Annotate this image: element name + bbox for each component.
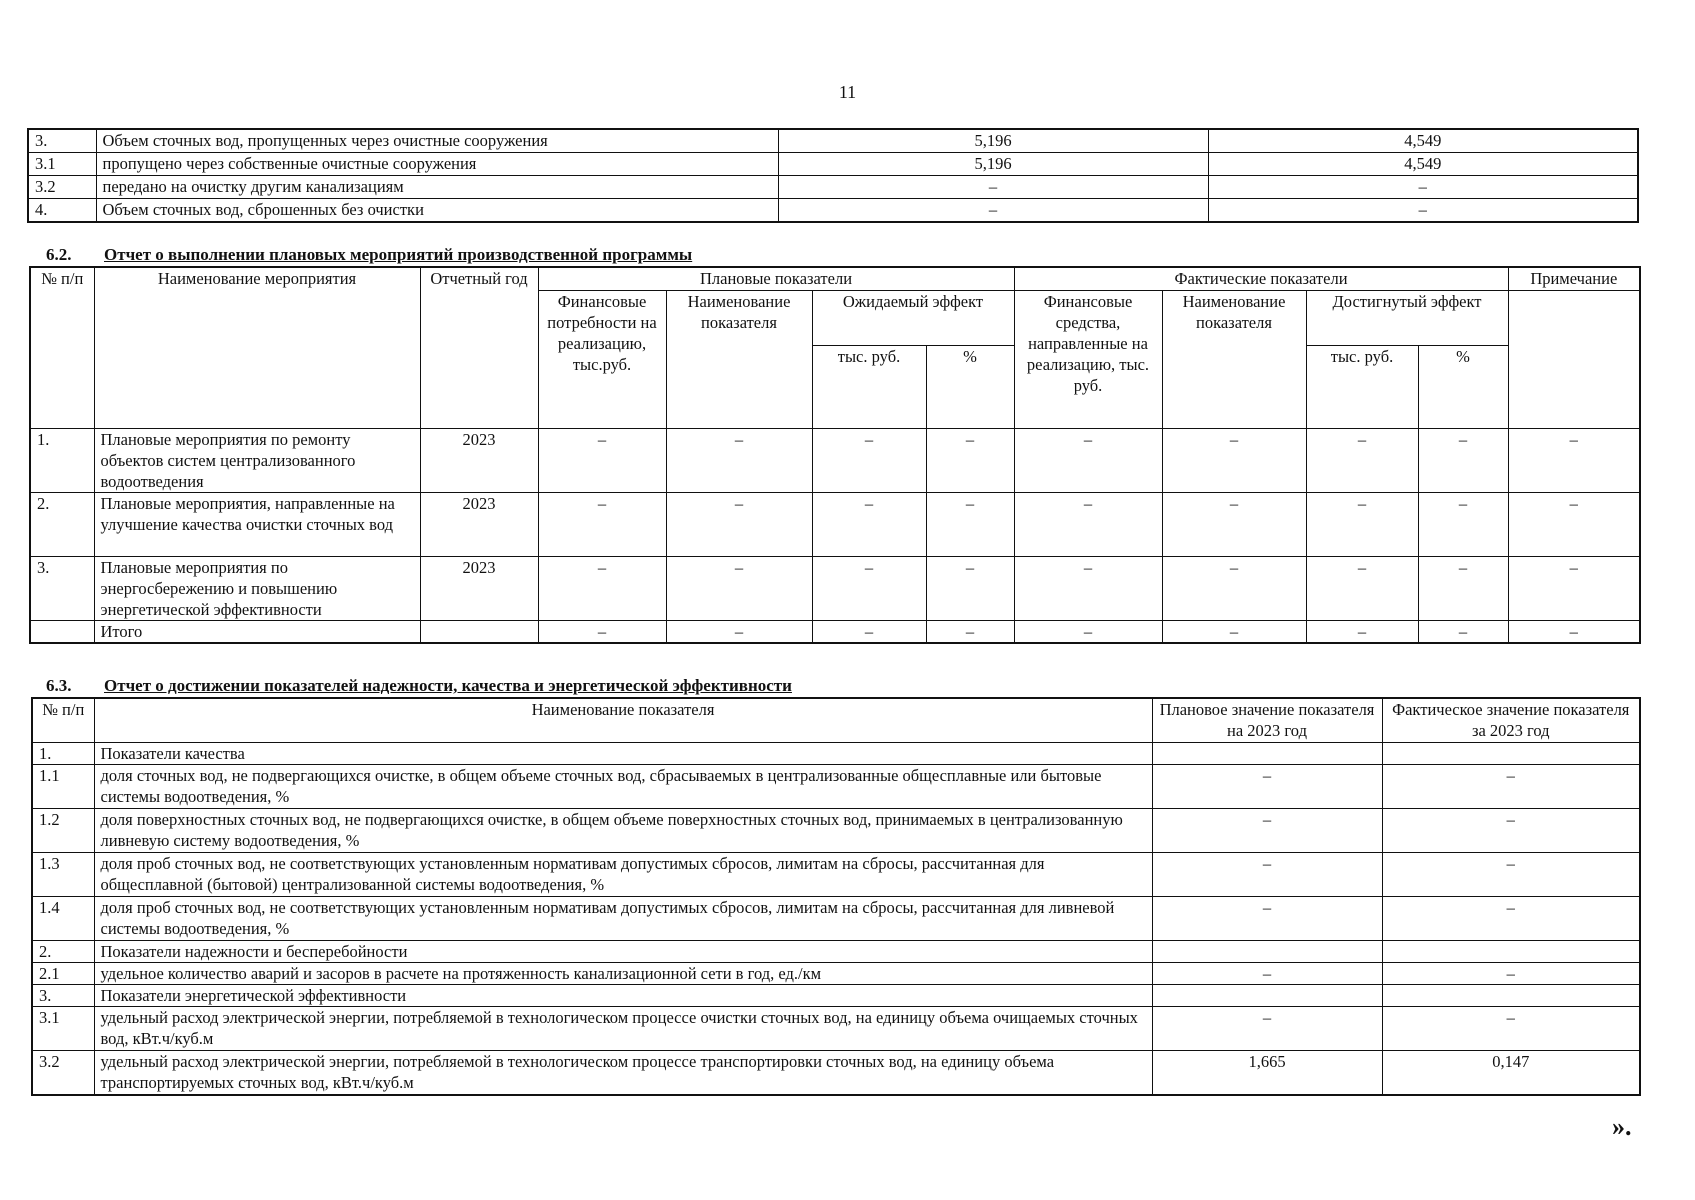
row-number: 2. <box>32 941 94 963</box>
row-value-fact: – <box>1208 176 1638 199</box>
row-name: удельное количество аварий и засоров в расчете на протяженность канализационной сети в год, ед./км <box>94 963 1152 985</box>
row-number: 3. <box>32 985 94 1007</box>
row-cell: – <box>1014 429 1162 493</box>
row-number: 1.4 <box>32 897 94 941</box>
row-cell: – <box>926 493 1014 557</box>
col-plan-rub: тыс. руб. <box>812 346 926 429</box>
row-name: Показатели надежности и бесперебойности <box>94 941 1152 963</box>
col-plan-value: Плановое значение показателя на 2023 год <box>1152 698 1382 743</box>
col-fact-effect: Достигнутый эффект <box>1306 291 1508 346</box>
row-number: 1.1 <box>32 765 94 809</box>
row-value-plan: 5,196 <box>778 129 1208 153</box>
table-row <box>30 429 1640 493</box>
col-fact-value: Фактическое значение показателя за 2023 год <box>1382 698 1640 743</box>
row-value-fact: 4,549 <box>1208 153 1638 176</box>
table-row <box>28 199 1638 223</box>
col-plan-indicator: Наименование показателя <box>666 291 812 429</box>
row-cell: – <box>666 493 812 557</box>
row-cell: – <box>926 621 1014 644</box>
row-name: Показатели качества <box>94 743 1152 765</box>
row-name: пропущено через собственные очистные сооружения <box>96 153 778 176</box>
row-cell: – <box>1508 557 1640 621</box>
indicators-rows <box>32 743 1640 1096</box>
row-cell: – <box>812 429 926 493</box>
table-row <box>30 557 1640 621</box>
row-cell: – <box>926 557 1014 621</box>
row-number: 3.1 <box>32 1007 94 1051</box>
row-value-plan: 5,196 <box>778 153 1208 176</box>
planned-measures-header <box>30 267 1640 429</box>
row-name: доля сточных вод, не подвергающихся очистке, в общем объеме сточных вод, сбрасываемых в централизованные общесплавные или бытовые системы водоотведения, % <box>94 765 1152 809</box>
row-value-plan: – <box>778 199 1208 223</box>
row-cell: – <box>538 557 666 621</box>
col-note-empty <box>1508 291 1640 429</box>
row-number <box>30 621 94 644</box>
indicators-table <box>31 697 1641 1096</box>
row-cell: – <box>538 493 666 557</box>
row-name: удельный расход электрической энергии, потребляемой в технологическом процессе транспортировки сточных вод, на единицу объема транспортируемых сточных вод, кВт.ч/куб.м <box>94 1051 1152 1096</box>
row-plan: – <box>1152 853 1382 897</box>
col-year: Отчетный год <box>420 267 538 429</box>
table-row <box>28 129 1638 153</box>
table-row <box>32 941 1640 963</box>
row-fact: – <box>1382 897 1640 941</box>
row-number: 3. <box>28 129 96 153</box>
row-cell: – <box>812 493 926 557</box>
row-name: доля поверхностных сточных вод, не подвергающихся очистке, в общем объеме поверхностных сточных вод, принимаемых в централизованную ливневую систему водоотведения, % <box>94 809 1152 853</box>
table-row <box>30 493 1640 557</box>
row-cell: – <box>1418 429 1508 493</box>
row-cell: – <box>1014 493 1162 557</box>
row-fact: – <box>1382 853 1640 897</box>
row-name: Объем сточных вод, пропущенных через очистные сооружения <box>96 129 778 153</box>
row-fact <box>1382 941 1640 963</box>
table-row <box>32 963 1640 985</box>
table-row <box>32 765 1640 809</box>
indicators-header <box>32 698 1640 743</box>
row-cell: – <box>666 557 812 621</box>
table-row <box>32 985 1640 1007</box>
table-row <box>32 809 1640 853</box>
row-fact: – <box>1382 1007 1640 1051</box>
row-name: Плановые мероприятия, направленные на улучшение качества очистки сточных вод <box>94 493 420 557</box>
row-name: Объем сточных вод, сброшенных без очистки <box>96 199 778 223</box>
row-plan <box>1152 941 1382 963</box>
table-row <box>28 153 1638 176</box>
row-number: 3. <box>30 557 94 621</box>
row-value-fact: – <box>1208 199 1638 223</box>
row-name: доля проб сточных вод, не соответствующих установленным нормативам допустимых сбросов, лимитам на сбросы, рассчитанная для ливневой системы водоотведения, % <box>94 897 1152 941</box>
row-cell: – <box>1306 493 1418 557</box>
row-name: Плановые мероприятия по энергосбережению и повышению энергетической эффективности <box>94 557 420 621</box>
row-cell: – <box>1162 621 1306 644</box>
row-cell: – <box>538 429 666 493</box>
row-number: 3.2 <box>32 1051 94 1096</box>
row-year: 2023 <box>420 429 538 493</box>
row-cell: – <box>1508 493 1640 557</box>
col-num: № п/п <box>32 698 94 743</box>
col-plan: Плановые показатели <box>538 267 1014 291</box>
row-number: 2.1 <box>32 963 94 985</box>
row-cell: – <box>1306 557 1418 621</box>
row-value-fact: 4,549 <box>1208 129 1638 153</box>
planned-measures-table <box>29 266 1641 644</box>
section-number: 6.2. <box>46 245 72 264</box>
row-fact <box>1382 743 1640 765</box>
row-number: 3.2 <box>28 176 96 199</box>
row-cell: – <box>812 621 926 644</box>
col-plan-pct: % <box>926 346 1014 429</box>
row-fact: – <box>1382 963 1640 985</box>
row-plan <box>1152 985 1382 1007</box>
row-cell: – <box>1418 621 1508 644</box>
col-name: Наименование показателя <box>94 698 1152 743</box>
row-cell: – <box>812 557 926 621</box>
row-fact <box>1382 985 1640 1007</box>
row-cell: – <box>538 621 666 644</box>
table-row <box>32 853 1640 897</box>
row-number: 1. <box>30 429 94 493</box>
row-cell: – <box>1418 557 1508 621</box>
col-fact-pct: % <box>1418 346 1508 429</box>
row-plan: 1,665 <box>1152 1051 1382 1096</box>
table-row <box>32 1051 1640 1096</box>
total-row <box>30 621 1640 644</box>
page-number: 11 <box>838 82 857 102</box>
col-fact-rub: тыс. руб. <box>1306 346 1418 429</box>
row-cell: – <box>666 621 812 644</box>
row-plan <box>1152 743 1382 765</box>
row-name: доля проб сточных вод, не соответствующих установленным нормативам допустимых сбросов, лимитам на сбросы, рассчитанная для общесплавной (бытовой) централизованной системы водоотведения, % <box>94 853 1152 897</box>
row-plan: – <box>1152 963 1382 985</box>
section-6-2-title <box>28 245 692 265</box>
section-6-3-title <box>28 676 792 696</box>
row-cell: – <box>1508 621 1640 644</box>
closing-quote-mark: ». <box>1612 1112 1632 1141</box>
row-cell: – <box>1508 429 1640 493</box>
row-plan: – <box>1152 809 1382 853</box>
row-cell: – <box>1306 429 1418 493</box>
col-plan-financial: Финансовые потребности на реализацию, тыс.руб. <box>538 291 666 429</box>
table-row <box>32 1007 1640 1051</box>
row-cell: – <box>1162 493 1306 557</box>
row-name: удельный расход электрической энергии, потребляемой в технологическом процессе очистки сточных вод, на единицу объема очищаемых сточных вод, кВт.ч/куб.м <box>94 1007 1152 1051</box>
row-number: 1. <box>32 743 94 765</box>
col-plan-effect: Ожидаемый эффект <box>812 291 1014 346</box>
row-name: Показатели энергетической эффективности <box>94 985 1152 1007</box>
row-cell: – <box>666 429 812 493</box>
row-fact: – <box>1382 765 1640 809</box>
row-number: 4. <box>28 199 96 223</box>
col-fact-financial: Финансовые средства, направленные на реализацию, тыс. руб. <box>1014 291 1162 429</box>
section-title-text: Отчет о достижении показателей надежности, качества и энергетической эффективности <box>104 676 792 695</box>
table-row <box>32 897 1640 941</box>
row-fact: 0,147 <box>1382 1051 1640 1096</box>
row-name: Плановые мероприятия по ремонту объектов систем централизованного водоотведения <box>94 429 420 493</box>
row-cell: – <box>1418 493 1508 557</box>
row-cell: – <box>1014 557 1162 621</box>
row-fact: – <box>1382 809 1640 853</box>
wastewater-volume-table <box>27 128 1639 223</box>
row-number: 1.3 <box>32 853 94 897</box>
row-plan: – <box>1152 1007 1382 1051</box>
section-title-text: Отчет о выполнении плановых мероприятий производственной программы <box>104 245 693 264</box>
row-number: 1.2 <box>32 809 94 853</box>
row-cell: – <box>1306 621 1418 644</box>
col-note: Примечание <box>1508 267 1640 291</box>
row-plan: – <box>1152 765 1382 809</box>
row-name: Итого <box>94 621 420 644</box>
planned-measures-rows <box>30 429 1640 644</box>
header-row <box>32 698 1640 743</box>
row-cell: – <box>1014 621 1162 644</box>
section-number: 6.3. <box>46 676 72 695</box>
col-fact: Фактические показатели <box>1014 267 1508 291</box>
row-cell: – <box>926 429 1014 493</box>
table-row <box>32 743 1640 765</box>
row-year: 2023 <box>420 557 538 621</box>
col-name: Наименование мероприятия <box>94 267 420 429</box>
table-row <box>28 176 1638 199</box>
wastewater-volume-rows <box>28 129 1638 222</box>
row-year: 2023 <box>420 493 538 557</box>
col-fact-indicator: Наименование показателя <box>1162 291 1306 429</box>
header-row <box>30 267 1640 291</box>
col-num: № п/п <box>30 267 94 429</box>
row-value-plan: – <box>778 176 1208 199</box>
row-name: передано на очистку другим канализациям <box>96 176 778 199</box>
row-number: 3.1 <box>28 153 96 176</box>
row-year <box>420 621 538 644</box>
row-plan: – <box>1152 897 1382 941</box>
row-cell: – <box>1162 429 1306 493</box>
row-number: 2. <box>30 493 94 557</box>
row-cell: – <box>1162 557 1306 621</box>
